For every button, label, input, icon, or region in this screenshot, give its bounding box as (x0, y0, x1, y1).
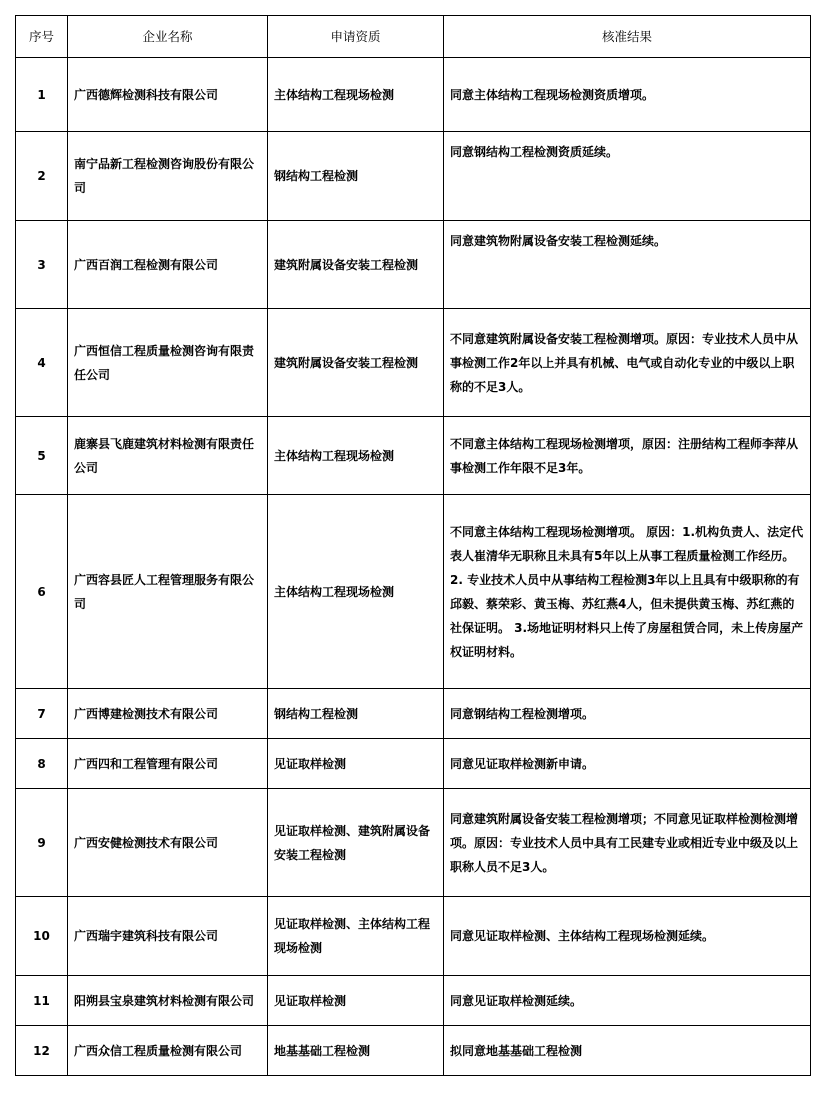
header-company: 企业名称 (68, 16, 268, 58)
qualification: 地基基础工程检测 (268, 1026, 444, 1076)
company-name: 阳朔县宝泉建筑材料检测有限公司 (68, 976, 268, 1026)
row-num: 5 (16, 417, 68, 495)
approval-table (15, 15, 811, 1076)
table-row (16, 789, 811, 897)
row-num: 8 (16, 739, 68, 789)
qualification: 建筑附属设备安装工程检测 (268, 221, 444, 309)
approval-result: 同意钢结构工程检测资质延续。 (444, 132, 811, 221)
company-name: 广西众信工程质量检测有限公司 (68, 1026, 268, 1076)
qualification: 主体结构工程现场检测 (268, 58, 444, 132)
header-num: 序号 (16, 16, 68, 58)
row-num: 9 (16, 789, 68, 897)
table-row (16, 58, 811, 132)
approval-result: 不同意主体结构工程现场检测增项。 原因：1.机构负责人、法定代表人崔清华无职称且未具有5年以上从事工程质量检测工作经历。 2. 专业技术人员中从事结构工程检测3年以上且具有中级职称的有邱毅、蔡荣彩、黄玉梅、苏红燕4人，但未提供黄玉梅、苏红燕的社保证明。 3.场地证明材料只上传了房屋租赁合同，未上传房屋产权证明材料。 (444, 495, 811, 689)
approval-result: 同意建筑附属设备安装工程检测增项；不同意见证取样检测检测增项。原因：专业技术人员中具有工民建专业或相近专业中级及以上职称人员不足3人。 (444, 789, 811, 897)
row-num: 11 (16, 976, 68, 1026)
qualification: 见证取样检测 (268, 739, 444, 789)
company-name: 广西四和工程管理有限公司 (68, 739, 268, 789)
approval-result: 拟同意地基基础工程检测 (444, 1026, 811, 1076)
company-name: 广西恒信工程质量检测咨询有限责任公司 (68, 309, 268, 417)
company-name: 广西德辉检测科技有限公司 (68, 58, 268, 132)
approval-result: 同意建筑物附属设备安装工程检测延续。 (444, 221, 811, 309)
table-row (16, 897, 811, 976)
row-num: 7 (16, 689, 68, 739)
header-result: 核准结果 (444, 16, 811, 58)
qualification: 见证取样检测、建筑附属设备安装工程检测 (268, 789, 444, 897)
qualification: 见证取样检测 (268, 976, 444, 1026)
table-row (16, 739, 811, 789)
row-num: 10 (16, 897, 68, 976)
row-num: 2 (16, 132, 68, 221)
approval-result: 同意见证取样检测延续。 (444, 976, 811, 1026)
header-qualification: 申请资质 (268, 16, 444, 58)
qualification: 主体结构工程现场检测 (268, 495, 444, 689)
table-row (16, 495, 811, 689)
approval-result: 同意主体结构工程现场检测资质增项。 (444, 58, 811, 132)
approval-result: 同意见证取样检测、主体结构工程现场检测延续。 (444, 897, 811, 976)
approval-result: 不同意建筑附属设备安装工程检测增项。原因：专业技术人员中从事检测工作2年以上并具有机械、电气或自动化专业的中级以上职称的不足3人。 (444, 309, 811, 417)
approval-result: 不同意主体结构工程现场检测增项，原因：注册结构工程师李萍从事检测工作年限不足3年。 (444, 417, 811, 495)
table-row (16, 417, 811, 495)
header-row (16, 16, 811, 58)
row-num: 4 (16, 309, 68, 417)
company-name: 南宁品新工程检测咨询股份有限公司 (68, 132, 268, 221)
row-num: 1 (16, 58, 68, 132)
approval-result: 同意钢结构工程检测增项。 (444, 689, 811, 739)
company-name: 广西安健检测技术有限公司 (68, 789, 268, 897)
company-name: 广西百润工程检测有限公司 (68, 221, 268, 309)
row-num: 6 (16, 495, 68, 689)
qualification: 主体结构工程现场检测 (268, 417, 444, 495)
qualification: 钢结构工程检测 (268, 689, 444, 739)
table-row (16, 976, 811, 1026)
table-row (16, 689, 811, 739)
company-name: 广西瑞宇建筑科技有限公司 (68, 897, 268, 976)
company-name: 鹿寨县飞鹿建筑材料检测有限责任公司 (68, 417, 268, 495)
qualification: 钢结构工程检测 (268, 132, 444, 221)
company-name: 广西博建检测技术有限公司 (68, 689, 268, 739)
table-row (16, 309, 811, 417)
approval-result: 同意见证取样检测新申请。 (444, 739, 811, 789)
qualification: 建筑附属设备安装工程检测 (268, 309, 444, 417)
table-row (16, 1026, 811, 1076)
table-row (16, 132, 811, 221)
table-row (16, 221, 811, 309)
qualification: 见证取样检测、主体结构工程现场检测 (268, 897, 444, 976)
row-num: 12 (16, 1026, 68, 1076)
row-num: 3 (16, 221, 68, 309)
company-name: 广西容县匠人工程管理服务有限公司 (68, 495, 268, 689)
